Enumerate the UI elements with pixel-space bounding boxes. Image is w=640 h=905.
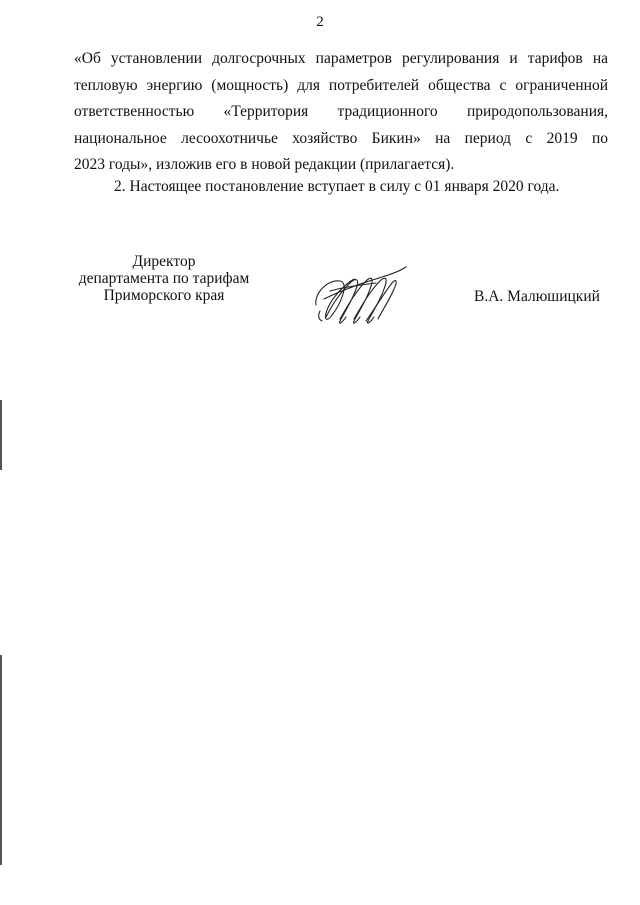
handwritten-signature-icon: [310, 261, 410, 327]
scan-edge-mark: [0, 400, 2, 470]
paragraph-1-line: тепловую энергию (мощность) для потребителей общества с ограниченной: [74, 76, 608, 94]
signer-position-line: Приморского края: [103, 287, 225, 304]
page-number: 2: [316, 14, 324, 30]
paragraph-1-line: национальное лесоохотничье хозяйство Бикин» на период с 2019 по: [74, 129, 608, 147]
paragraph-1: [74, 46, 608, 179]
signer-position-line: Директор: [132, 253, 196, 270]
paragraph-1-line: 2023 годы», изложив его в новой редакции (прилагается).: [74, 156, 455, 173]
signer-name: В.А. Малюшицкий: [474, 288, 600, 305]
paragraph-1-line: «Об установлении долгосрочных параметров регулирования и тарифов на: [74, 50, 608, 67]
paragraph-1-line: ответственностью «Территория традиционного природопользования,: [74, 103, 608, 120]
paragraph-2: 2. Настоящее постановление вступает в силу с 01 января 2020 года.: [114, 178, 560, 195]
signer-position: [74, 253, 254, 304]
signer-position-line: департамента по тарифам: [78, 270, 250, 287]
signature-block: [0, 253, 640, 333]
scan-edge-mark: [0, 655, 2, 865]
